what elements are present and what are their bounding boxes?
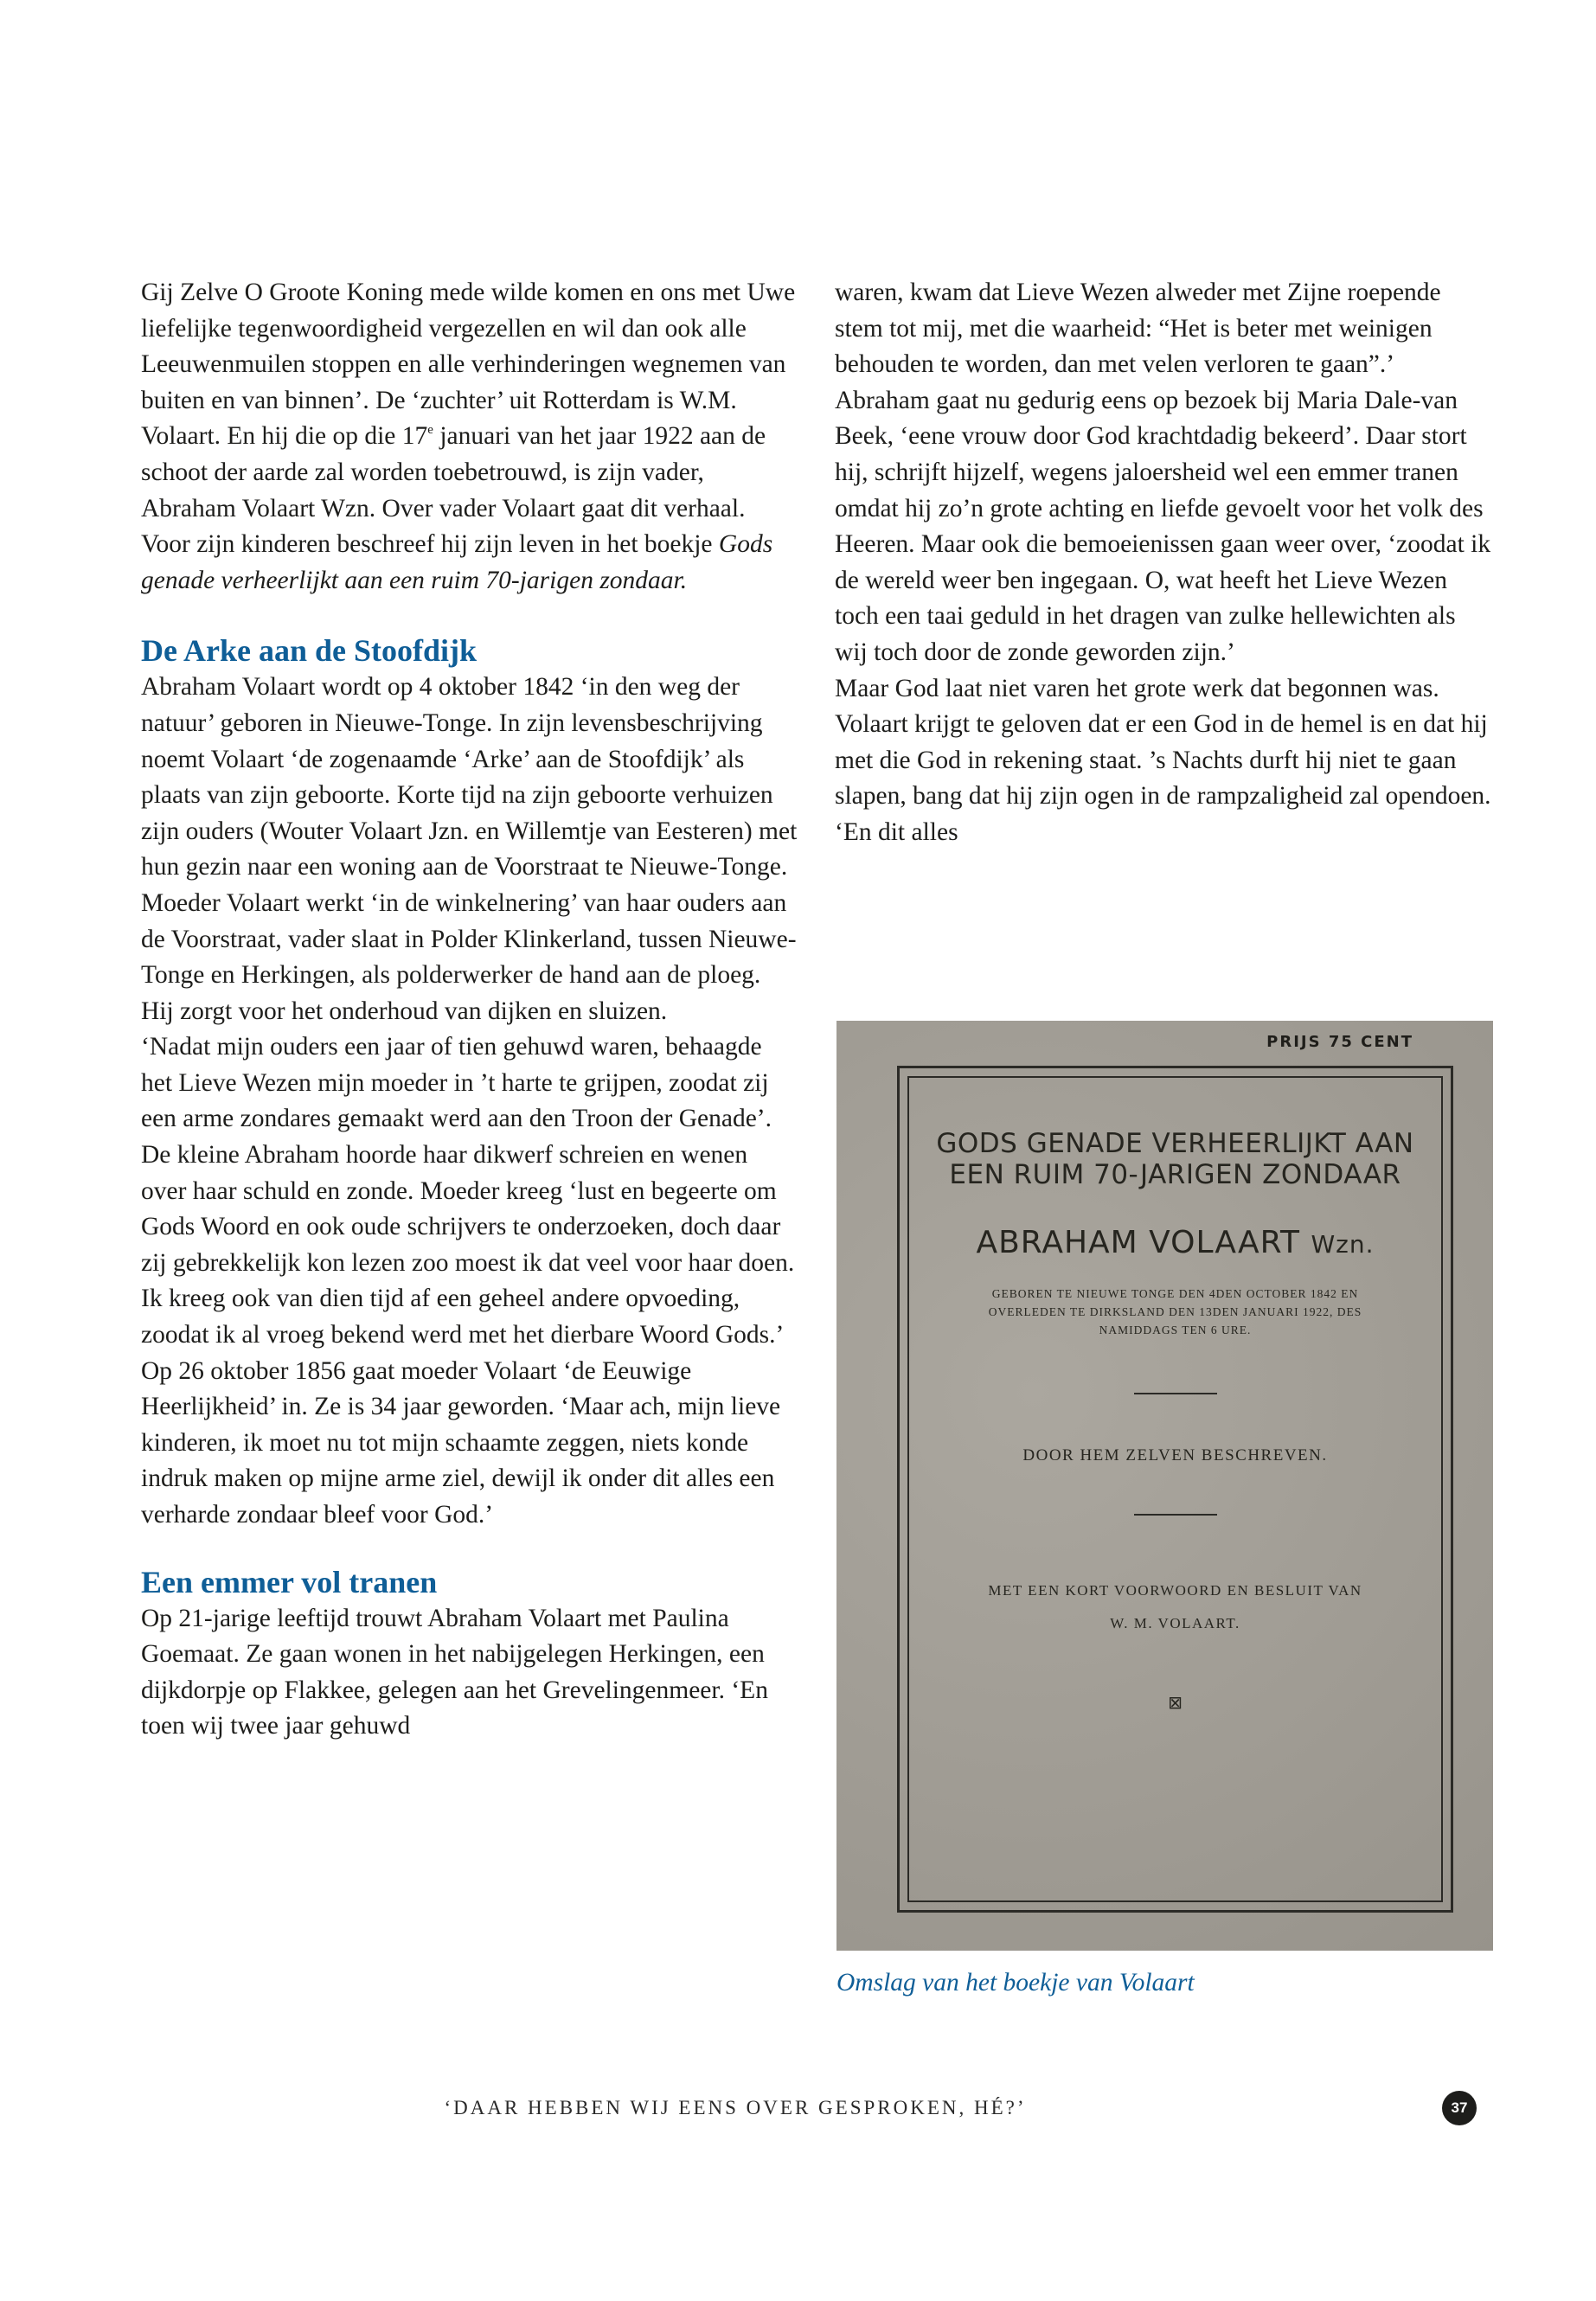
- cover-foreword-line: W. M. VOLAART.: [1110, 1615, 1240, 1631]
- cover-price: PRIJS 75 CENT: [1266, 1033, 1413, 1051]
- cover-birth-line: GEBOREN TE NIEUWE TONGE DEN 4DEN OCTOBER 1842 EN: [991, 1287, 1359, 1300]
- cover-divider: [1134, 1393, 1217, 1394]
- cover-author-suffix: Wzn.: [1311, 1230, 1375, 1259]
- paragraph-conviction: Maar God laat niet varen het grote werk dat begonnen was. Volaart krijgt te geloven dat er een God in de hemel is en dat hij met die God in rekening staat. ’s Nachts durft hij niet te gaan slapen, bang dat hij zijn ogen in de rampzaligheid zal opendoen. ‘En dit alles: [835, 674, 1491, 846]
- section-heading-arke: De Arke aan de Stoofdijk: [141, 633, 478, 669]
- cover-title: [907, 1128, 1443, 1190]
- book-title: Gods genade verheerlijkt aan een ruim 70-jarigen zondaar.: [141, 530, 773, 594]
- cover-title-line: EEN RUIM 70-JARIGEN ZONDAAR: [949, 1159, 1401, 1190]
- book-cover-image: [836, 1021, 1493, 1951]
- paragraph-continued: waren, kwam dat Lieve Wezen alweder met Zijne roepende stem tot mij, met die waarheid: “Het is beter met weinigen behouden te worden, dan met velen verloren te gaan”.’: [835, 279, 1441, 379]
- paragraph-visits: Abraham gaat nu gedurig eens op bezoek bij Maria Dale-van Beek, ‘eene vrouw door God krachtdadig bekeerd’. Daar stort hij, schrijft hijzelf, wegens jaloersheid wel een emmer tranen omdat hij zo’n grote achting en liefde gevoelt voor het volk des Heeren. Maar ook die bemoeienissen gaan weer over, ‘zoodat ik de wereld weer ben ingegaan. O, wat heeft het Lieve Wezen toch een taai geduld in het dragen van zulke hellewichten als wij toch door de zonde geworden zijn.’: [835, 386, 1491, 666]
- cover-birth-line: NAMIDDAGS TEN 6 URE.: [1099, 1324, 1252, 1336]
- cover-ornament-icon: ⊠: [1168, 1692, 1183, 1713]
- section-heading-tranen: Een emmer vol tranen: [141, 1564, 438, 1599]
- text-run: januari van het jaar 1922 aan de schoot der aarde zal worden toebetrouwd, is zijn vader, Abraham Volaart Wzn. Over vader Volaart gaat dit verhaal. Voor zijn kinderen beschreef hij zijn leven in het boekje: [141, 422, 766, 559]
- cover-foreword-line: MET EEN KORT VOORWOORD EN BESLUIT VAN: [988, 1582, 1362, 1599]
- cover-birth-info: [907, 1285, 1443, 1339]
- cover-birth-line: OVERLEDEN TE DIRKSLAND DEN 13DEN JANUARI 1922, DES: [988, 1305, 1362, 1318]
- cover-by-line: DOOR HEM ZELVEN BESCHREVEN.: [1022, 1446, 1328, 1465]
- paragraph-birth: Abraham Volaart wordt op 4 oktober 1842 ‘in den weg der natuur’ geboren in Nieuwe-Tonge. In zijn levensbeschrijving noemt Volaart ‘de zogenaamde ‘Arke’ aan de Stoofdijk’ als plaats van zijn geboorte. Korte tijd na zijn geboorte verhuizen zijn ouders (Wouter Volaart Jzn. en Willemtje van Eesteren) met hun gezin naar een woning aan de Voorstraat te Nieuwe-Tonge. Moeder Volaart werkt ‘in de winkelnering’ van haar ouders aan de Voorstraat, vader slaat in Polder Klinkerland, tussen Nieuwe-Tonge en Herkingen, als polderwerker de hand aan de ploeg. Hij zorgt voor het onderhoud van dijken en sluizen.: [141, 673, 798, 1025]
- paragraph-death-mother: Op 26 oktober 1856 gaat moeder Volaart ‘de Eeuwige Heerlijkheid’ in. Ze is 34 jaar geworden. ‘Maar ach, mijn lieve kinderen, ik moet nu tot mijn schaamte zeggen, niets konde indruk maken op mijne arme ziel, dewijl ik onder dit alles een verharde zondaar bleef voor God.’: [141, 1356, 781, 1529]
- cover-author-name: ABRAHAM VOLAART: [976, 1225, 1301, 1260]
- paragraph-mother: ‘Nadat mijn ouders een jaar of tien gehuwd waren, behaagde het Lieve Wezen mijn moeder in ’t harte te grijpen, zoodat zij een arme zondares gemaakt werd aan den Troon der Genade’. De kleine Abraham hoorde haar dikwerf schreien en wenen over haar schuld en zonde. Moeder kreeg ‘lust en begeerte om Gods Woord en ook oude schrijvers te onderzoeken, doch daar zij gebrekkelijk kon lezen zoo moest ik dat veel voor haar doen. Ik kreeg ook van dien tijd af een geheel andere opvoeding, zoodat ik al vroeg bekend werd met het dierbare Woord Gods.’: [141, 1033, 795, 1349]
- text-run: Gij Zelve O Groote Koning mede wilde komen en ons met Uwe liefelijke tegenwoordigheid vergezellen en wil dan ook alle Leeuwenmuilen stoppen en alle verhinderingen wegnemen van buiten en van binnen’. De ‘zuchter’ uit Rotterdam is W.M. Volaart. En hij die op die 17: [141, 279, 796, 451]
- cover-foreword: [907, 1574, 1443, 1640]
- cover-author: [907, 1225, 1443, 1260]
- page-number: 37: [1442, 2091, 1477, 2125]
- right-column: [835, 275, 1492, 851]
- cover-content: [907, 1033, 1443, 1902]
- cover-title-line: GODS GENADE VERHEERLIJKT AAN: [936, 1128, 1414, 1159]
- running-head: ‘DAAR HEBBEN WIJ EENS OVER GESPROKEN, HÉ?’: [444, 2097, 1027, 2118]
- paragraph-marriage: Op 21-jarige leeftijd trouwt Abraham Volaart met Paulina Goemaat. Ze gaan wonen in het nabijgelegen Herkingen, een dijkdorpje op Flakkee, gelegen aan het Grevelingenmeer. ‘En toen wij twee jaar gehuwd: [141, 1604, 768, 1740]
- left-column: [141, 275, 798, 1745]
- superscript: e: [427, 423, 433, 438]
- cover-divider: [1134, 1514, 1217, 1516]
- paragraph-intro: [141, 275, 798, 599]
- figure-caption: Omslag van het boekje van Volaart: [836, 1969, 1195, 1997]
